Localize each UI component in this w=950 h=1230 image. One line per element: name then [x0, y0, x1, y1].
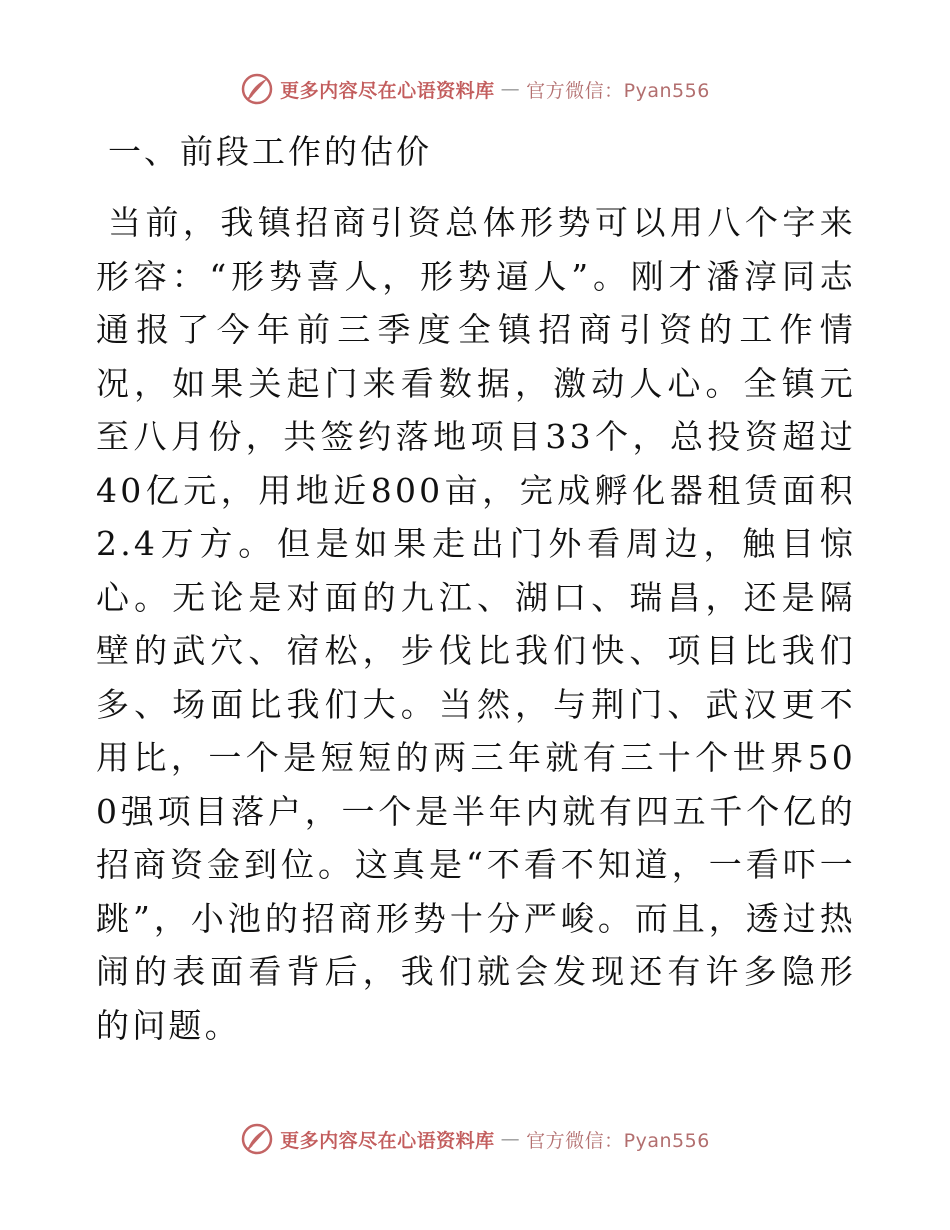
- watermark-dash: —: [500, 1128, 521, 1150]
- body-paragraph: 当前，我镇招商引资总体形势可以用八个字来形容：“形势喜人，形势逼人”。刚才潘淳同志通报了今年前三季度全镇招商引资的工作情况，如果关起门来看数据，激动人心。全镇元至八月份，共签约落地项目33个，总投资超过40亿元，用地近800亩，完成孵化器租赁面积2.4万方。但是如果走出门外看周边，触目惊心。无论是对面的九江、湖口、瑞昌，还是隔壁的武穴、宿松，步伐比我们快、项目比我们多、场面比我们大。当然，与荆门、武汉更不用比，一个是短短的两三年就有三十个世界500强项目落户，一个是半年内就有四五千个亿的招商资金到位。这真是“不看不知道，一看吓一跳”，小池的招商形势十分严峻。而且，透过热闹的表面看背后，我们就会发现还有许多隐形的问题。: [96, 203, 856, 1045]
- watermark-brand: 更多内容尽在心语资料库: [280, 1129, 495, 1152]
- section-heading: 一、前段工作的估价: [108, 132, 432, 171]
- watermark-header: [0, 72, 950, 106]
- watermark-contact: 官方微信：Pyan556: [526, 79, 710, 102]
- watermark-footer: [0, 1122, 950, 1156]
- watermark-contact: 官方微信：Pyan556: [526, 1129, 710, 1152]
- watermark-brand: 更多内容尽在心语资料库: [280, 79, 495, 102]
- watermark-dash: —: [500, 78, 521, 100]
- red-quill-logo-icon: [240, 1122, 274, 1156]
- red-quill-logo-icon: [240, 72, 274, 106]
